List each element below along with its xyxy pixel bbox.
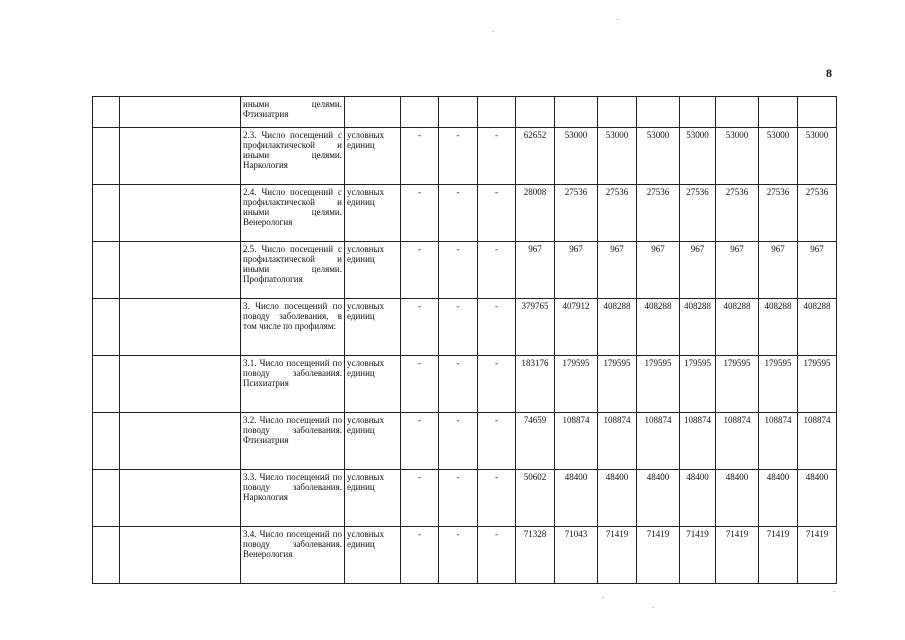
value-cell: 27536 [798, 185, 837, 242]
empty-cell [93, 242, 120, 299]
dash-cell: - [439, 128, 478, 185]
value-cell: 71419 [759, 527, 798, 584]
dash-cell: - [401, 185, 439, 242]
value-cell: 967 [598, 242, 637, 299]
value-cell [798, 97, 837, 128]
table-row [93, 356, 837, 413]
value-cell: 53000 [759, 128, 798, 185]
value-cell: 48400 [759, 470, 798, 527]
unit-cell: условных единиц [345, 413, 401, 470]
value-cell: 71419 [598, 527, 637, 584]
indicator-name-cell: 3.3. Число посещений по поводу заболевания. Наркология [241, 470, 345, 527]
empty-cell [93, 185, 120, 242]
value-cell: 53000 [555, 128, 598, 185]
empty-cell [120, 128, 241, 185]
value-cell: 48400 [716, 470, 759, 527]
value-cell: 183176 [516, 356, 555, 413]
empty-cell [120, 185, 241, 242]
value-cell: 53000 [680, 128, 716, 185]
value-cell: 408288 [798, 299, 837, 356]
value-cell: 967 [516, 242, 555, 299]
value-cell: 108874 [555, 413, 598, 470]
value-cell: 48400 [680, 470, 716, 527]
value-cell: 967 [555, 242, 598, 299]
indicator-name-cell: 3. Число посещений по поводу заболевания, в том числе по профилям: [241, 299, 345, 356]
unit-cell: условных единиц [345, 185, 401, 242]
dash-cell: - [478, 185, 516, 242]
dash-cell: - [439, 185, 478, 242]
table-row [93, 128, 837, 185]
empty-cell [120, 527, 241, 584]
dash-cell: - [401, 128, 439, 185]
value-cell: 53000 [637, 128, 680, 185]
value-cell: 179595 [680, 356, 716, 413]
value-cell: 71328 [516, 527, 555, 584]
empty-cell [120, 356, 241, 413]
unit-cell: условных единиц [345, 356, 401, 413]
indicator-name-cell: 2.3. Число посещений с профилактической и иными целями. Наркология [241, 128, 345, 185]
value-cell: 48400 [598, 470, 637, 527]
value-cell: 408288 [716, 299, 759, 356]
dash-cell: - [439, 527, 478, 584]
value-cell: 967 [680, 242, 716, 299]
value-cell: 408288 [680, 299, 716, 356]
value-cell: 408288 [637, 299, 680, 356]
empty-cell [120, 413, 241, 470]
value-cell [555, 97, 598, 128]
value-cell: 108874 [637, 413, 680, 470]
unit-cell: условных единиц [345, 470, 401, 527]
table-row [93, 242, 837, 299]
value-cell: 108874 [798, 413, 837, 470]
value-cell [716, 97, 759, 128]
empty-cell [93, 128, 120, 185]
indicator-name-cell: 2.4. Число посещений с профилактической и иными целями. Венерология [241, 185, 345, 242]
dash-cell: - [478, 413, 516, 470]
unit-cell [345, 97, 401, 128]
dash-cell: - [478, 527, 516, 584]
table-row [93, 185, 837, 242]
value-cell: 967 [759, 242, 798, 299]
dash-cell: - [401, 413, 439, 470]
value-cell: 27536 [555, 185, 598, 242]
value-cell: 179595 [716, 356, 759, 413]
table-row [93, 470, 837, 527]
table-row [93, 527, 837, 584]
dash-cell: - [401, 299, 439, 356]
unit-cell: условных единиц [345, 128, 401, 185]
value-cell: 53000 [716, 128, 759, 185]
dash-cell: - [439, 356, 478, 413]
value-cell: 48400 [798, 470, 837, 527]
value-cell: 179595 [598, 356, 637, 413]
unit-cell: условных единиц [345, 527, 401, 584]
indicator-name-cell: 3.4. Число посещений по поводу заболевания. Венерология [241, 527, 345, 584]
value-cell: 179595 [555, 356, 598, 413]
value-cell: 27536 [598, 185, 637, 242]
value-cell: 71419 [716, 527, 759, 584]
value-cell: 108874 [759, 413, 798, 470]
value-cell: 62652 [516, 128, 555, 185]
value-cell: 407912 [555, 299, 598, 356]
indicator-name-cell: 3.2. Число посещений по поводу заболевания. Фтизиатрия [241, 413, 345, 470]
dash-cell [439, 97, 478, 128]
dash-cell [478, 97, 516, 128]
value-cell: 179595 [798, 356, 837, 413]
page-number: 8 [826, 66, 832, 80]
value-cell [759, 97, 798, 128]
dash-cell: - [401, 242, 439, 299]
value-cell: 379765 [516, 299, 555, 356]
dash-cell: - [439, 470, 478, 527]
value-cell: 179595 [759, 356, 798, 413]
dash-cell: - [478, 299, 516, 356]
dash-cell: - [478, 242, 516, 299]
empty-cell [120, 97, 241, 128]
value-cell: 48400 [637, 470, 680, 527]
dash-cell: - [439, 299, 478, 356]
value-cell: 71043 [555, 527, 598, 584]
value-cell: 108874 [598, 413, 637, 470]
dash-cell: - [478, 128, 516, 185]
value-cell [516, 97, 555, 128]
empty-cell [93, 413, 120, 470]
dash-cell: - [401, 356, 439, 413]
indicator-table [92, 96, 837, 584]
empty-cell [93, 527, 120, 584]
value-cell: 48400 [555, 470, 598, 527]
indicator-name-cell: 3.1. Число посещений по поводу заболевания. Психиатрия [241, 356, 345, 413]
value-cell: 71419 [680, 527, 716, 584]
indicator-name-cell: 2.5. Число посещений с профилактической и иными целями. Профпатология [241, 242, 345, 299]
empty-cell [120, 242, 241, 299]
value-cell [637, 97, 680, 128]
value-cell: 967 [798, 242, 837, 299]
dash-cell [401, 97, 439, 128]
table-row [93, 413, 837, 470]
empty-cell [93, 356, 120, 413]
value-cell [680, 97, 716, 128]
table-row [93, 97, 837, 128]
dash-cell: - [478, 356, 516, 413]
value-cell: 967 [716, 242, 759, 299]
dash-cell: - [478, 470, 516, 527]
unit-cell: условных единиц [345, 242, 401, 299]
value-cell: 179595 [637, 356, 680, 413]
value-cell: 74659 [516, 413, 555, 470]
table-row [93, 299, 837, 356]
value-cell: 108874 [716, 413, 759, 470]
dash-cell: - [401, 470, 439, 527]
value-cell: 50602 [516, 470, 555, 527]
empty-cell [93, 299, 120, 356]
indicator-name-cell: иными целями. Фтизиатрия [241, 97, 345, 128]
value-cell: 27536 [759, 185, 798, 242]
dash-cell: - [401, 527, 439, 584]
dash-cell: - [439, 242, 478, 299]
value-cell: 108874 [680, 413, 716, 470]
value-cell: 967 [637, 242, 680, 299]
unit-cell: условных единиц [345, 299, 401, 356]
value-cell: 27536 [716, 185, 759, 242]
empty-cell [120, 470, 241, 527]
empty-cell [120, 299, 241, 356]
value-cell: 27536 [637, 185, 680, 242]
value-cell: 53000 [598, 128, 637, 185]
value-cell: 28008 [516, 185, 555, 242]
dash-cell: - [439, 413, 478, 470]
empty-cell [93, 97, 120, 128]
value-cell [598, 97, 637, 128]
empty-cell [93, 470, 120, 527]
value-cell: 408288 [759, 299, 798, 356]
value-cell: 71419 [798, 527, 837, 584]
value-cell: 408288 [598, 299, 637, 356]
value-cell: 27536 [680, 185, 716, 242]
value-cell: 53000 [798, 128, 837, 185]
value-cell: 71419 [637, 527, 680, 584]
